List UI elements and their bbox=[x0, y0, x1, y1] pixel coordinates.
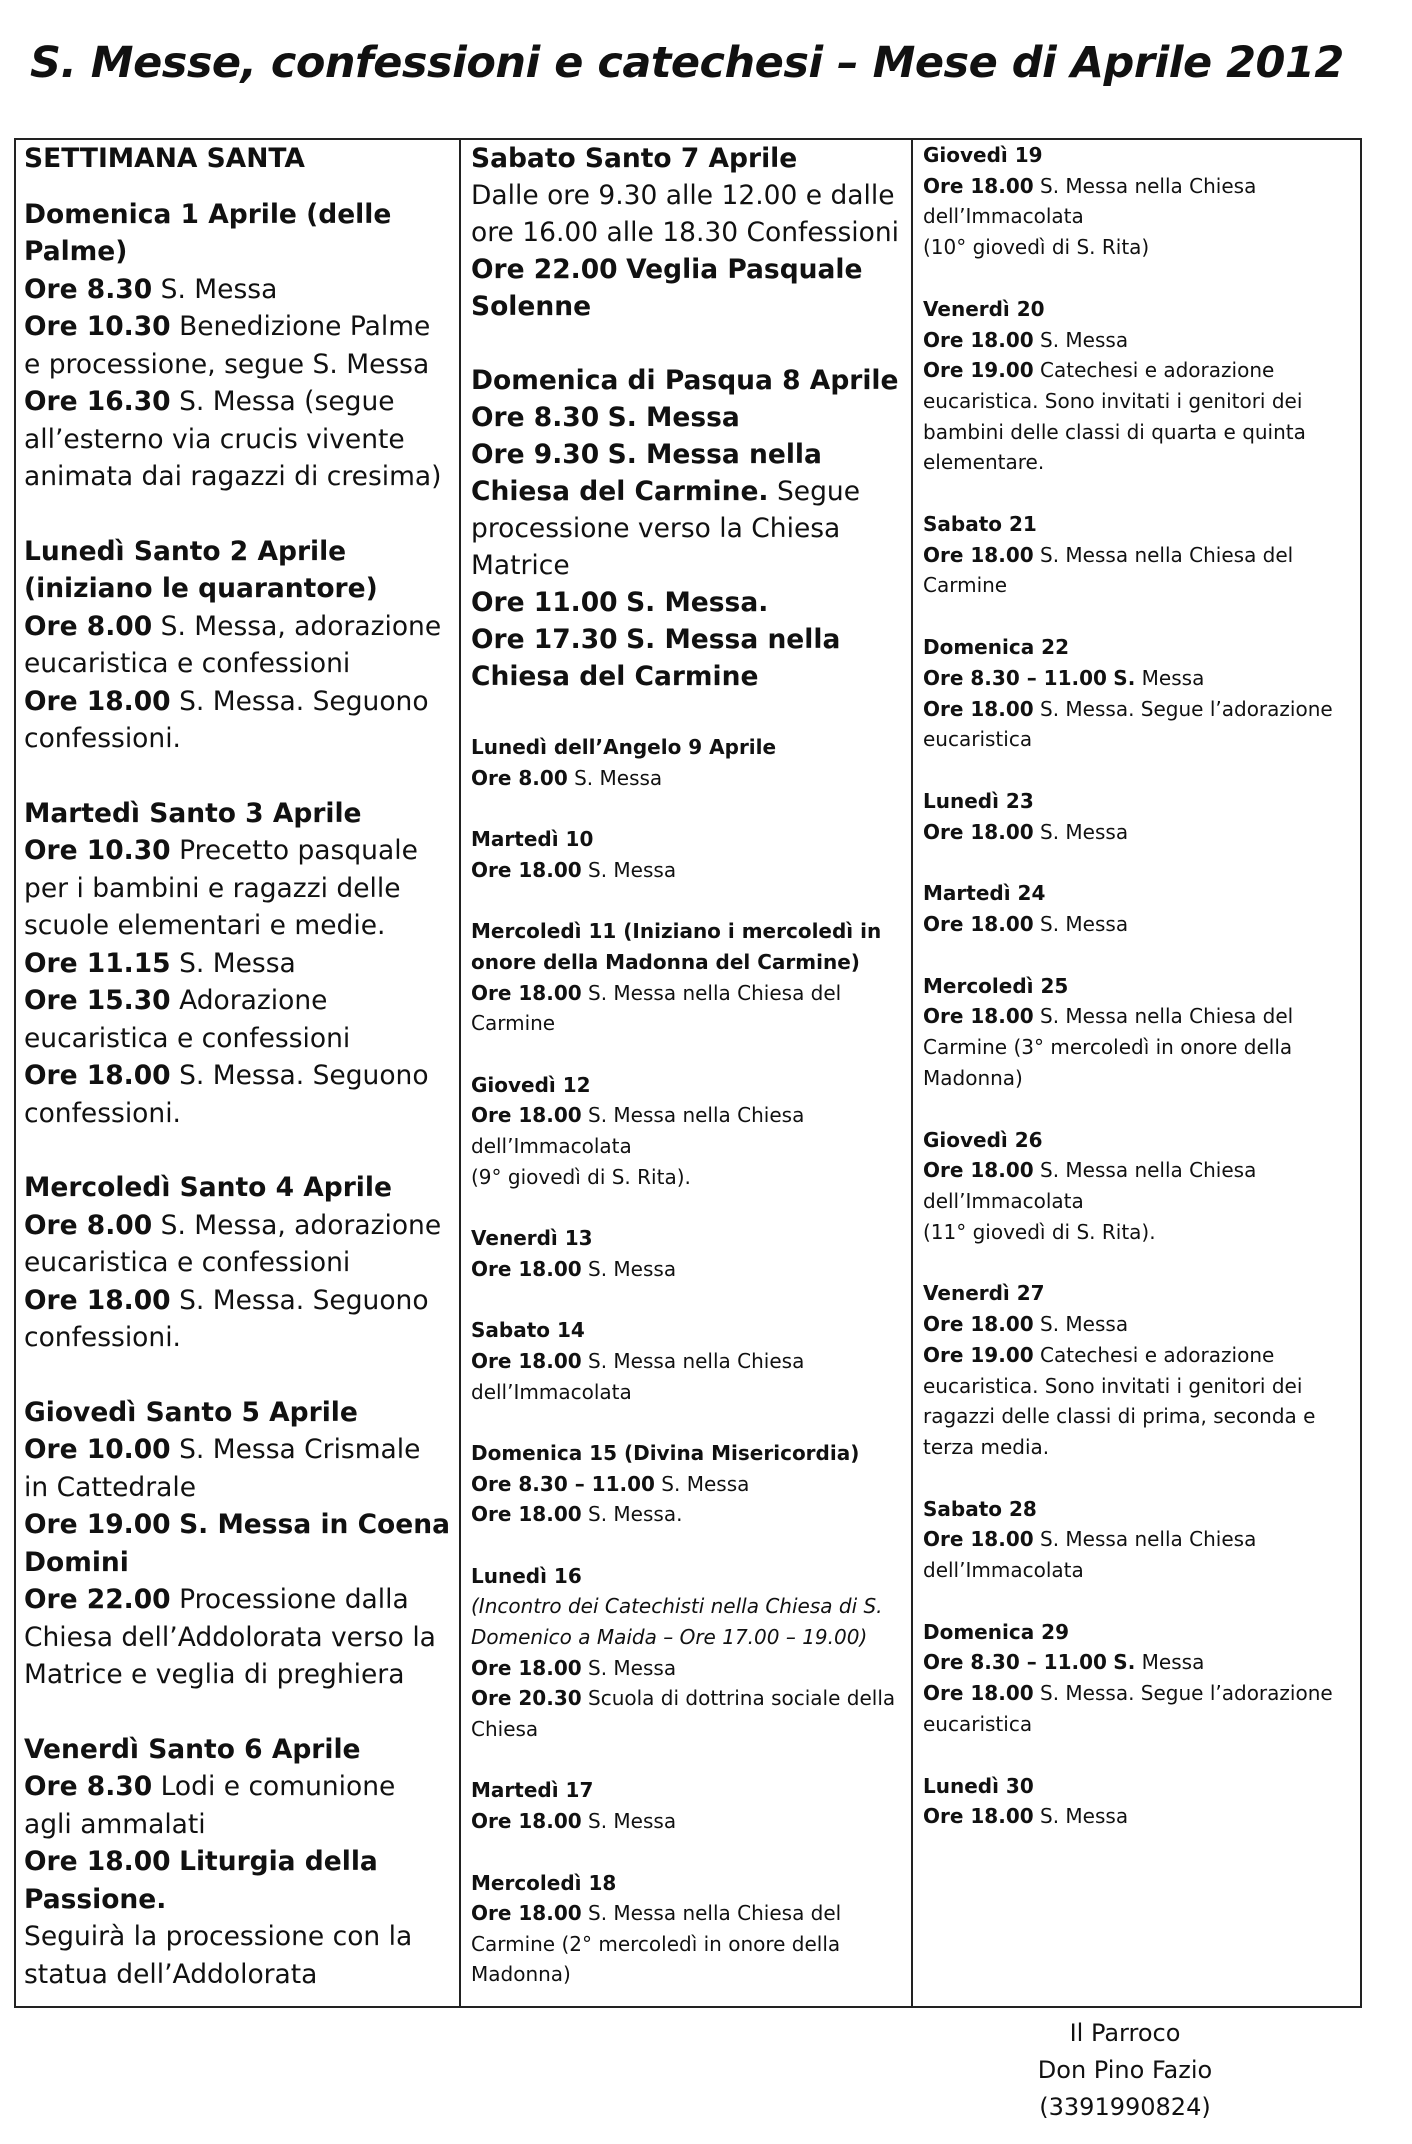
item-time: Ore 18.00 bbox=[923, 819, 1034, 844]
item-text: Benedizione Palme e processione, segue S. Messa bbox=[24, 311, 431, 380]
item-time: Ore 10.00 bbox=[24, 1434, 171, 1465]
entry-heading: Domenica 15 (Divina Misericordia) bbox=[471, 1441, 860, 1466]
entry-heading: Domenica 22 bbox=[923, 635, 1069, 660]
item-time: Ore 8.30 – 11.00 bbox=[471, 1471, 655, 1496]
entry-item bbox=[471, 978, 903, 1039]
entry-heading: Martedì Santo 3 Aprile bbox=[24, 797, 362, 829]
item-time: Ore 18.00 bbox=[24, 1060, 171, 1091]
entry-item bbox=[471, 621, 903, 695]
entry-item bbox=[471, 1469, 903, 1500]
item-text: (10° giovedì di S. Rita) bbox=[923, 235, 1150, 260]
item-text: Seguirà la processione con la statua dell’Addolorata bbox=[24, 1921, 413, 1990]
entry-item bbox=[471, 1898, 903, 1990]
schedule-entry bbox=[24, 1169, 451, 1357]
item-text: S. Messa bbox=[1040, 1312, 1129, 1337]
item-time: Ore 18.00 bbox=[471, 980, 582, 1005]
item-bold-text: S. bbox=[1113, 665, 1136, 690]
entry-item bbox=[471, 1806, 903, 1837]
entry-item bbox=[923, 540, 1354, 601]
schedule-table bbox=[14, 138, 1362, 2008]
schedule-entry bbox=[24, 196, 451, 496]
entry-item bbox=[24, 1431, 451, 1506]
item-time: Ore 8.00 bbox=[24, 1209, 153, 1241]
schedule-entry bbox=[923, 509, 1354, 601]
entry-item bbox=[923, 355, 1354, 478]
schedule-entry bbox=[471, 824, 903, 885]
entry-heading: Domenica 1 Aprile (delle Palme) bbox=[24, 198, 392, 267]
entry-item bbox=[471, 1254, 903, 1285]
item-time: Ore 9.30 bbox=[471, 439, 600, 470]
schedule-entry bbox=[923, 878, 1354, 939]
item-text: S. Messa bbox=[588, 1809, 677, 1834]
entry-item bbox=[24, 1768, 451, 1843]
item-time: Ore 8.30 bbox=[24, 1771, 153, 1802]
entry-item bbox=[923, 232, 1354, 263]
item-time: Ore 18.00 bbox=[923, 327, 1034, 352]
item-time: Ore 18.00 bbox=[923, 1681, 1034, 1706]
item-time: Ore 11.00 bbox=[471, 587, 618, 618]
item-text: S. Messa (segue all’esterno via crucis vivente animata dai ragazzi di cresima) bbox=[24, 386, 442, 492]
item-bold-text: Veglia Pasquale Solenne bbox=[471, 254, 863, 322]
item-text: S. Messa. Segue l’adorazione eucaristica bbox=[923, 696, 1333, 752]
entry-item bbox=[471, 1653, 903, 1684]
entry-heading: SETTIMANA SANTA bbox=[24, 143, 305, 174]
entry-item bbox=[24, 945, 451, 983]
item-text: S. Messa bbox=[1040, 327, 1129, 352]
schedule-entry bbox=[24, 533, 451, 758]
item-text: S. Messa bbox=[1040, 1804, 1129, 1829]
schedule-entry bbox=[471, 140, 903, 325]
schedule-entry bbox=[923, 632, 1354, 755]
entry-item bbox=[923, 817, 1354, 848]
item-time: Ore 11.15 bbox=[24, 947, 171, 979]
entry-heading: Mercoledì Santo 4 Aprile bbox=[24, 1172, 392, 1203]
schedule-entry bbox=[471, 1223, 903, 1284]
item-time: Ore 19.00 bbox=[24, 1509, 171, 1540]
signature bbox=[955, 2015, 1295, 2126]
entry-item bbox=[24, 1207, 451, 1282]
entry-heading: Lunedì 30 bbox=[923, 1773, 1034, 1798]
entry-item bbox=[923, 1155, 1354, 1216]
schedule-entry bbox=[471, 732, 903, 793]
item-text: Segue processione verso la Chiesa Matrice bbox=[471, 476, 860, 581]
item-time: Ore 18.00 bbox=[471, 1655, 582, 1680]
entry-item bbox=[471, 763, 903, 794]
item-text: Messa bbox=[1141, 1650, 1205, 1675]
item-text: Dalle ore 9.30 alle 12.00 e dalle ore 16.00 alle 18.30 Confessioni bbox=[471, 180, 900, 248]
entry-heading: Sabato 21 bbox=[923, 512, 1037, 537]
entry-item bbox=[24, 1581, 451, 1694]
item-time: Ore 8.00 bbox=[471, 765, 568, 790]
entry-item bbox=[24, 683, 451, 758]
item-text: S. Messa. Seguono confessioni. bbox=[24, 1284, 429, 1353]
entry-heading: Mercoledì 25 bbox=[923, 973, 1069, 998]
item-time: Ore 18.00 bbox=[923, 696, 1034, 721]
item-time: Ore 8.30 bbox=[471, 402, 600, 433]
schedule-entry bbox=[923, 786, 1354, 847]
schedule-entry bbox=[923, 1494, 1354, 1586]
item-text: S. Messa Crismale in Cattedrale bbox=[24, 1434, 421, 1503]
entry-item bbox=[471, 1683, 903, 1744]
schedule-entry bbox=[923, 1125, 1354, 1248]
entry-heading: Giovedì 26 bbox=[923, 1127, 1043, 1152]
item-text: S. Messa bbox=[1040, 819, 1129, 844]
entry-item bbox=[923, 1524, 1354, 1585]
item-text: S. Messa nella Chiesa del Carmine bbox=[471, 980, 842, 1036]
item-time: Ore 18.00 bbox=[923, 1312, 1034, 1337]
item-bold-text: S. bbox=[1113, 1650, 1136, 1675]
item-time: Ore 22.00 bbox=[24, 1584, 171, 1615]
schedule-entry bbox=[471, 916, 903, 1038]
entry-heading: Venerdì 27 bbox=[923, 1281, 1045, 1306]
item-text: Catechesi e adorazione eucaristica. Sono invitati i genitori dei ragazzi delle classi di prima, seconda e terza media. bbox=[923, 1342, 1316, 1459]
item-text: S. Messa, adorazione eucaristica e confessioni bbox=[24, 1209, 442, 1278]
schedule-entry bbox=[923, 1278, 1354, 1462]
item-text: (9° giovedì di S. Rita). bbox=[471, 1164, 691, 1189]
entry-item bbox=[923, 1678, 1354, 1739]
schedule-entry bbox=[24, 795, 451, 1133]
entry-item bbox=[471, 1100, 903, 1161]
entry-heading: Lunedì 23 bbox=[923, 788, 1034, 813]
entry-heading: Domenica 29 bbox=[923, 1619, 1069, 1644]
schedule-entry bbox=[471, 1868, 903, 1990]
item-time: Ore 18.00 bbox=[471, 1502, 582, 1527]
item-bold-text: Liturgia della Passione. bbox=[24, 1846, 378, 1915]
entry-item bbox=[923, 1647, 1354, 1678]
entry-heading: Giovedì 19 bbox=[923, 143, 1043, 167]
entry-item bbox=[24, 1057, 451, 1132]
entry-heading: Martedì 24 bbox=[923, 881, 1046, 906]
entry-item bbox=[923, 325, 1354, 356]
item-text: S. Messa nella Chiesa dell’Immacolata bbox=[923, 1527, 1257, 1583]
schedule-entry bbox=[923, 140, 1354, 263]
item-time: Ore 18.00 bbox=[923, 1004, 1034, 1029]
entry-item bbox=[923, 1801, 1354, 1832]
entry-item bbox=[923, 171, 1354, 232]
item-text: S. Messa nella Chiesa del Carmine bbox=[923, 542, 1294, 598]
schedule-column-2 bbox=[461, 140, 913, 2006]
item-bold-text: S. Messa. bbox=[626, 587, 769, 618]
item-time: Ore 15.30 bbox=[24, 985, 171, 1016]
entry-heading: Lunedì 16 bbox=[471, 1563, 582, 1588]
schedule-entry bbox=[471, 1438, 903, 1530]
item-time: Ore 18.00 bbox=[923, 542, 1034, 567]
schedule-entry bbox=[471, 1775, 903, 1836]
item-note: (Incontro dei Catechisti nella Chiesa di S. Domenico a Maida – Ore 17.00 – 19.00) bbox=[471, 1594, 883, 1650]
entry-heading: Martedì 17 bbox=[471, 1778, 594, 1803]
item-time: Ore 10.30 bbox=[24, 835, 171, 866]
entry-item bbox=[923, 663, 1354, 694]
item-time: Ore 18.00 bbox=[923, 1804, 1034, 1829]
item-text: Adorazione eucaristica e confessioni bbox=[24, 985, 351, 1054]
item-time: Ore 8.30 bbox=[24, 273, 153, 305]
item-text: (11° giovedì di S. Rita). bbox=[923, 1219, 1156, 1244]
entry-heading: Sabato Santo 7 Aprile bbox=[471, 143, 798, 174]
item-text: S. Messa nella Chiesa dell’Immacolata bbox=[471, 1348, 805, 1404]
item-text: S. Messa. Segue l’adorazione eucaristica bbox=[923, 1681, 1333, 1736]
schedule-entry bbox=[24, 1731, 451, 1994]
entry-item bbox=[923, 1309, 1354, 1340]
schedule-entry bbox=[923, 1771, 1354, 1832]
item-time: Ore 18.00 bbox=[24, 685, 171, 717]
item-text: S. Messa bbox=[1040, 912, 1129, 937]
item-text: S. Messa bbox=[661, 1471, 750, 1496]
entry-item bbox=[24, 608, 451, 683]
page-title: S. Messe, confessioni e catechesi – Mese di Aprile 2012 bbox=[30, 38, 1344, 88]
item-time: Ore 19.00 bbox=[923, 1342, 1034, 1367]
entry-item bbox=[24, 1843, 451, 1918]
entry-heading: Mercoledì 18 bbox=[471, 1870, 617, 1895]
entry-item bbox=[471, 436, 903, 584]
entry-heading: Giovedì 12 bbox=[471, 1072, 591, 1097]
schedule-entry bbox=[923, 1617, 1354, 1740]
entry-heading: Mercoledì 11 (Iniziano i mercoledì in onore della Madonna del Carmine) bbox=[471, 919, 882, 974]
item-time: Ore 22.00 bbox=[471, 254, 618, 285]
signature-role: Il Parroco bbox=[1069, 2019, 1181, 2047]
item-time: Ore 18.00 bbox=[923, 1158, 1034, 1183]
entry-item bbox=[471, 855, 903, 886]
schedule-entry bbox=[923, 971, 1354, 1094]
item-time: Ore 18.00 bbox=[471, 1901, 582, 1926]
entry-item bbox=[24, 271, 451, 309]
item-text: S. Messa nella Chiesa del Carmine (2° mercoledì in onore della Madonna) bbox=[471, 1901, 842, 1987]
item-time: Ore 18.00 bbox=[923, 173, 1034, 198]
item-time: Ore 18.00 bbox=[923, 1527, 1034, 1552]
item-text: S. Messa nella Chiesa del Carmine (3° mercoledì in onore della Madonna) bbox=[923, 1004, 1294, 1090]
schedule-column-3 bbox=[913, 140, 1360, 2006]
item-text: Precetto pasquale per i bambini e ragazzi delle scuole elementari e medie. bbox=[24, 835, 418, 941]
item-text: S. Messa bbox=[588, 857, 677, 882]
entry-item bbox=[24, 1918, 451, 1993]
item-bold-text: S. Messa bbox=[607, 402, 740, 433]
entry-heading: Sabato 28 bbox=[923, 1496, 1037, 1521]
schedule-entry bbox=[471, 1561, 903, 1745]
item-text: Messa bbox=[1141, 665, 1205, 690]
entry-item bbox=[471, 1591, 903, 1652]
schedule-entry bbox=[24, 1394, 451, 1694]
item-bold-text: S. Messa nella Chiesa del Carmine bbox=[471, 624, 841, 692]
item-text: Processione dalla Chiesa dell’Addolorata verso la Matrice e veglia di preghiera bbox=[24, 1584, 436, 1690]
entry-item bbox=[24, 982, 451, 1057]
entry-item bbox=[24, 1506, 451, 1581]
item-time: Ore 17.30 bbox=[471, 624, 618, 655]
item-text: S. Messa bbox=[179, 947, 296, 979]
entry-item bbox=[471, 1499, 903, 1530]
item-text: S. Messa bbox=[588, 1256, 677, 1281]
entry-item bbox=[24, 308, 451, 383]
item-text: S. Messa. bbox=[588, 1502, 683, 1527]
item-time: Ore 8.30 – 11.00 bbox=[923, 665, 1107, 690]
item-time: Ore 18.00 bbox=[471, 1256, 582, 1281]
item-time: Ore 18.00 bbox=[923, 912, 1034, 937]
entry-heading: Lunedì Santo 2 Aprile (iniziano le quarantore) bbox=[24, 535, 378, 604]
item-time: Ore 16.30 bbox=[24, 386, 171, 417]
entry-item bbox=[471, 399, 903, 436]
item-text: Catechesi e adorazione eucaristica. Sono invitati i genitori dei bambini delle classi di quarta e quinta elementare. bbox=[923, 358, 1306, 475]
entry-item bbox=[24, 1282, 451, 1357]
entry-heading: Venerdì 13 bbox=[471, 1226, 593, 1251]
signature-name: Don Pino Fazio (3391990824) bbox=[1037, 2056, 1213, 2121]
item-time: Ore 18.00 bbox=[471, 857, 582, 882]
entry-heading: Martedì 10 bbox=[471, 827, 594, 852]
item-time: Ore 10.30 bbox=[24, 311, 171, 342]
entry-item bbox=[471, 1346, 903, 1407]
item-time: Ore 8.30 – 11.00 bbox=[923, 1650, 1107, 1675]
item-time: Ore 18.00 bbox=[24, 1846, 171, 1877]
schedule-entry bbox=[471, 1070, 903, 1192]
item-text: S. Messa nella Chiesa dell’Immacolata bbox=[923, 173, 1257, 229]
entry-item bbox=[923, 694, 1354, 755]
schedule-column-1 bbox=[16, 140, 461, 2006]
item-time: Ore 18.00 bbox=[24, 1284, 171, 1316]
entry-item bbox=[471, 584, 903, 621]
item-text: Lodi e comunione agli ammalati bbox=[24, 1771, 396, 1840]
item-text: S. Messa. Seguono confessioni. bbox=[24, 1060, 429, 1129]
item-text: S. Messa, adorazione eucaristica e confessioni bbox=[24, 610, 442, 679]
item-time: Ore 20.30 bbox=[471, 1686, 582, 1711]
entry-heading: Venerdì Santo 6 Aprile bbox=[24, 1733, 361, 1765]
schedule-entry bbox=[24, 140, 451, 178]
item-text: S. Messa bbox=[574, 765, 663, 790]
item-text: S. Messa bbox=[588, 1655, 677, 1680]
item-time: Ore 18.00 bbox=[471, 1103, 582, 1128]
item-time: Ore 8.00 bbox=[24, 610, 153, 642]
item-time: Ore 19.00 bbox=[923, 358, 1034, 383]
item-text: Scuola di dottrina sociale della Chiesa bbox=[471, 1686, 896, 1741]
entry-item bbox=[923, 1217, 1354, 1248]
schedule-entry bbox=[471, 362, 903, 695]
easter-octave-section bbox=[471, 732, 903, 1990]
item-text: S. Messa nella Chiesa dell’Immacolata bbox=[923, 1158, 1257, 1213]
entry-heading: Lunedì dell’Angelo 9 Aprile bbox=[471, 735, 777, 759]
entry-item bbox=[24, 383, 451, 496]
item-text: S. Messa bbox=[160, 273, 278, 305]
entry-item bbox=[471, 251, 903, 325]
schedule-entry bbox=[471, 1315, 903, 1407]
entry-item bbox=[923, 909, 1354, 940]
entry-item bbox=[923, 1340, 1354, 1463]
item-bold-text: S. Messa nella Chiesa del Carmine. bbox=[471, 439, 822, 507]
easter-section bbox=[471, 140, 903, 695]
entry-item bbox=[471, 177, 903, 251]
item-time: Ore 18.00 bbox=[471, 1809, 582, 1834]
entry-item bbox=[923, 1001, 1354, 1093]
entry-heading: Domenica di Pasqua 8 Aprile bbox=[471, 365, 899, 396]
entry-heading: Venerdì 20 bbox=[923, 296, 1045, 321]
entry-heading: Sabato 14 bbox=[471, 1318, 585, 1343]
item-text: S. Messa nella Chiesa dell’Immacolata bbox=[471, 1103, 805, 1158]
entry-item bbox=[471, 1162, 903, 1193]
schedule-entry bbox=[923, 294, 1354, 478]
entry-heading: Giovedì Santo 5 Aprile bbox=[24, 1396, 358, 1428]
item-time: Ore 18.00 bbox=[471, 1348, 582, 1373]
item-text: S. Messa. Seguono confessioni. bbox=[24, 685, 429, 754]
item-bold-text: S. Messa in Coena Domini bbox=[24, 1509, 450, 1578]
entry-item bbox=[24, 832, 451, 945]
